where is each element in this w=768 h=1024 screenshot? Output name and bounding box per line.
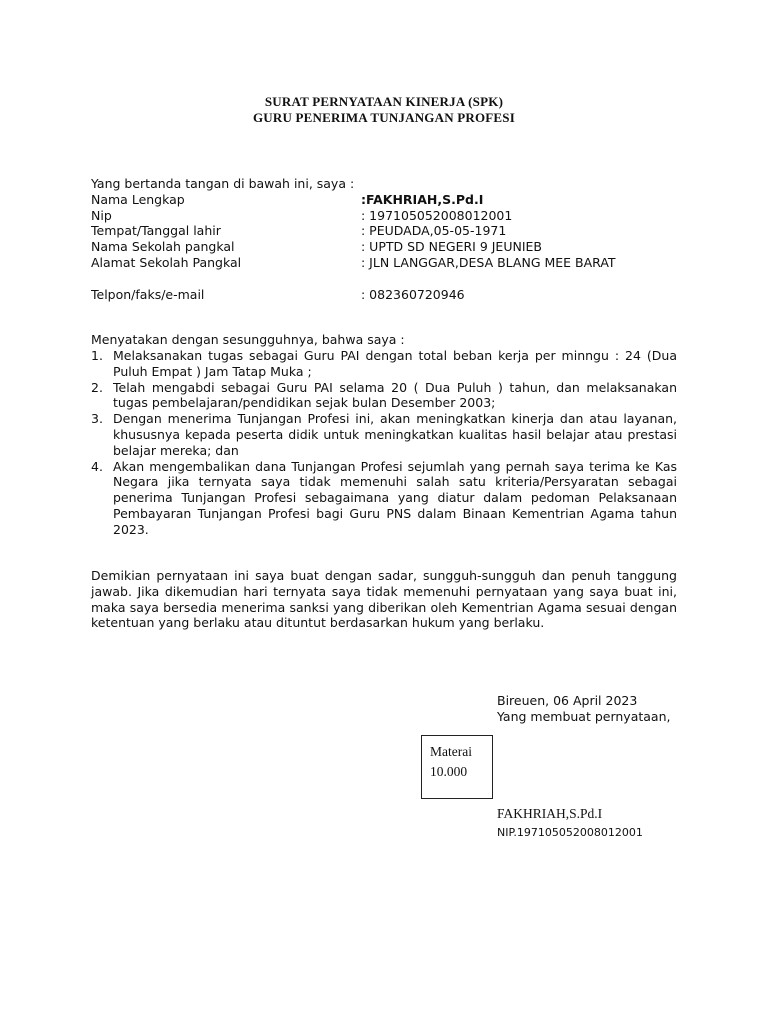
address-label: Alamat Sekolah Pangkal [91, 255, 242, 270]
address-value: : JLN LANGGAR,DESA BLANG MEE BARAT [361, 255, 616, 270]
materai-amount: 10.000 [430, 764, 468, 779]
list-item-text: Dengan menerima Tunjangan Profesi ini, akan meningkatkan kinerja dan atau layanan, khususnya kepada peserta didik untuk meningkatkan kualitas hasil belajar atau prestasi belajar mereka; dan [113, 411, 677, 458]
list-item-text: Telah mengabdi sebagai Guru PAI selama 20 ( Dua Puluh ) tahun, dan melaksanakan tugas pembelajaran/pendidikan sejak bulan Desember 2003; [113, 379, 677, 411]
name-value: :FAKHRIAH,S.Pd.I [361, 192, 484, 207]
contact-label: Telpon/faks/e-mail [91, 287, 205, 302]
info-row-nip [91, 208, 691, 224]
birth-value: : PEUDADA,05-05-1971 [361, 223, 507, 238]
materai-stamp-box [421, 735, 493, 799]
info-row-name [91, 192, 691, 208]
info-row-address [91, 255, 691, 271]
contact-value: : 082360720946 [361, 287, 465, 302]
signatory-nip: NIP.197105052008012001 [497, 826, 643, 839]
signatory-name: FAKHRIAH,S.Pd.I [497, 806, 603, 821]
name-label: Nama Lengkap [91, 192, 185, 207]
document-title: SURAT PERNYATAAN KINERJA (SPK) [264, 94, 504, 109]
list-item [91, 459, 677, 538]
birth-label: Tempat/Tanggal lahir [91, 223, 221, 238]
list-item [91, 380, 677, 412]
info-row-birth [91, 223, 691, 239]
school-label: Nama Sekolah pangkal [91, 239, 235, 254]
closing-paragraph: Demikian pernyataan ini saya buat dengan sadar, sungguh-sungguh dan penuh tanggung jawab. Jika dikemudian hari ternyata saya tidak memenuhi pernyataan yang saya buat ini, maka saya bersedia menerima sanksi yang diberikan oleh Kementrian Agama sesuai dengan ketentuan yang berlaku atau dituntut berdasarkan hukum yang berlaku. [91, 568, 677, 631]
place-date: Bireuen, 06 April 2023 [497, 693, 638, 708]
statement-maker-label: Yang membuat pernyataan, [497, 709, 671, 724]
info-row-contact [91, 287, 691, 303]
materai-label: Materai [430, 744, 472, 759]
list-item-text: Akan mengembalikan dana Tunjangan Profesi sejumlah yang pernah saya terima ke Kas Negara jika ternyata saya tidak memenuhi salah satu kriteria/Persyaratan sebagai penerima Tunjangan Profesi sebagaimana yang diatur dalam pedoman Pelaksanaan Pembayaran Tunjangan Profesi bagi Guru PNS dalam Binaan Kementrian Agama tahun 2023. [113, 458, 677, 537]
statement-intro: Menyatakan dengan sesungguhnya, bahwa saya : [91, 332, 405, 347]
list-item-number: 2. [91, 379, 103, 395]
list-item [91, 348, 677, 380]
document-subtitle: GURU PENERIMA TUNJANGAN PROFESI [252, 110, 515, 125]
nip-value: : 197105052008012001 [361, 208, 513, 223]
statement-list [91, 348, 677, 538]
school-value: : UPTD SD NEGERI 9 JEUNIEB [361, 239, 542, 254]
nip-label: Nip [91, 208, 112, 223]
list-item [91, 411, 677, 458]
list-item-number: 3. [91, 411, 103, 427]
list-item-number: 4. [91, 458, 103, 474]
info-row-school [91, 239, 691, 255]
intro-text: Yang bertanda tangan di bawah ini, saya : [91, 176, 355, 191]
list-item-number: 1. [91, 348, 103, 363]
list-item-text: Melaksanakan tugas sebagai Guru PAI dengan total beban kerja per minngu : 24 (Dua Puluh Empat ) Jam Tatap Muka ; [113, 348, 677, 379]
